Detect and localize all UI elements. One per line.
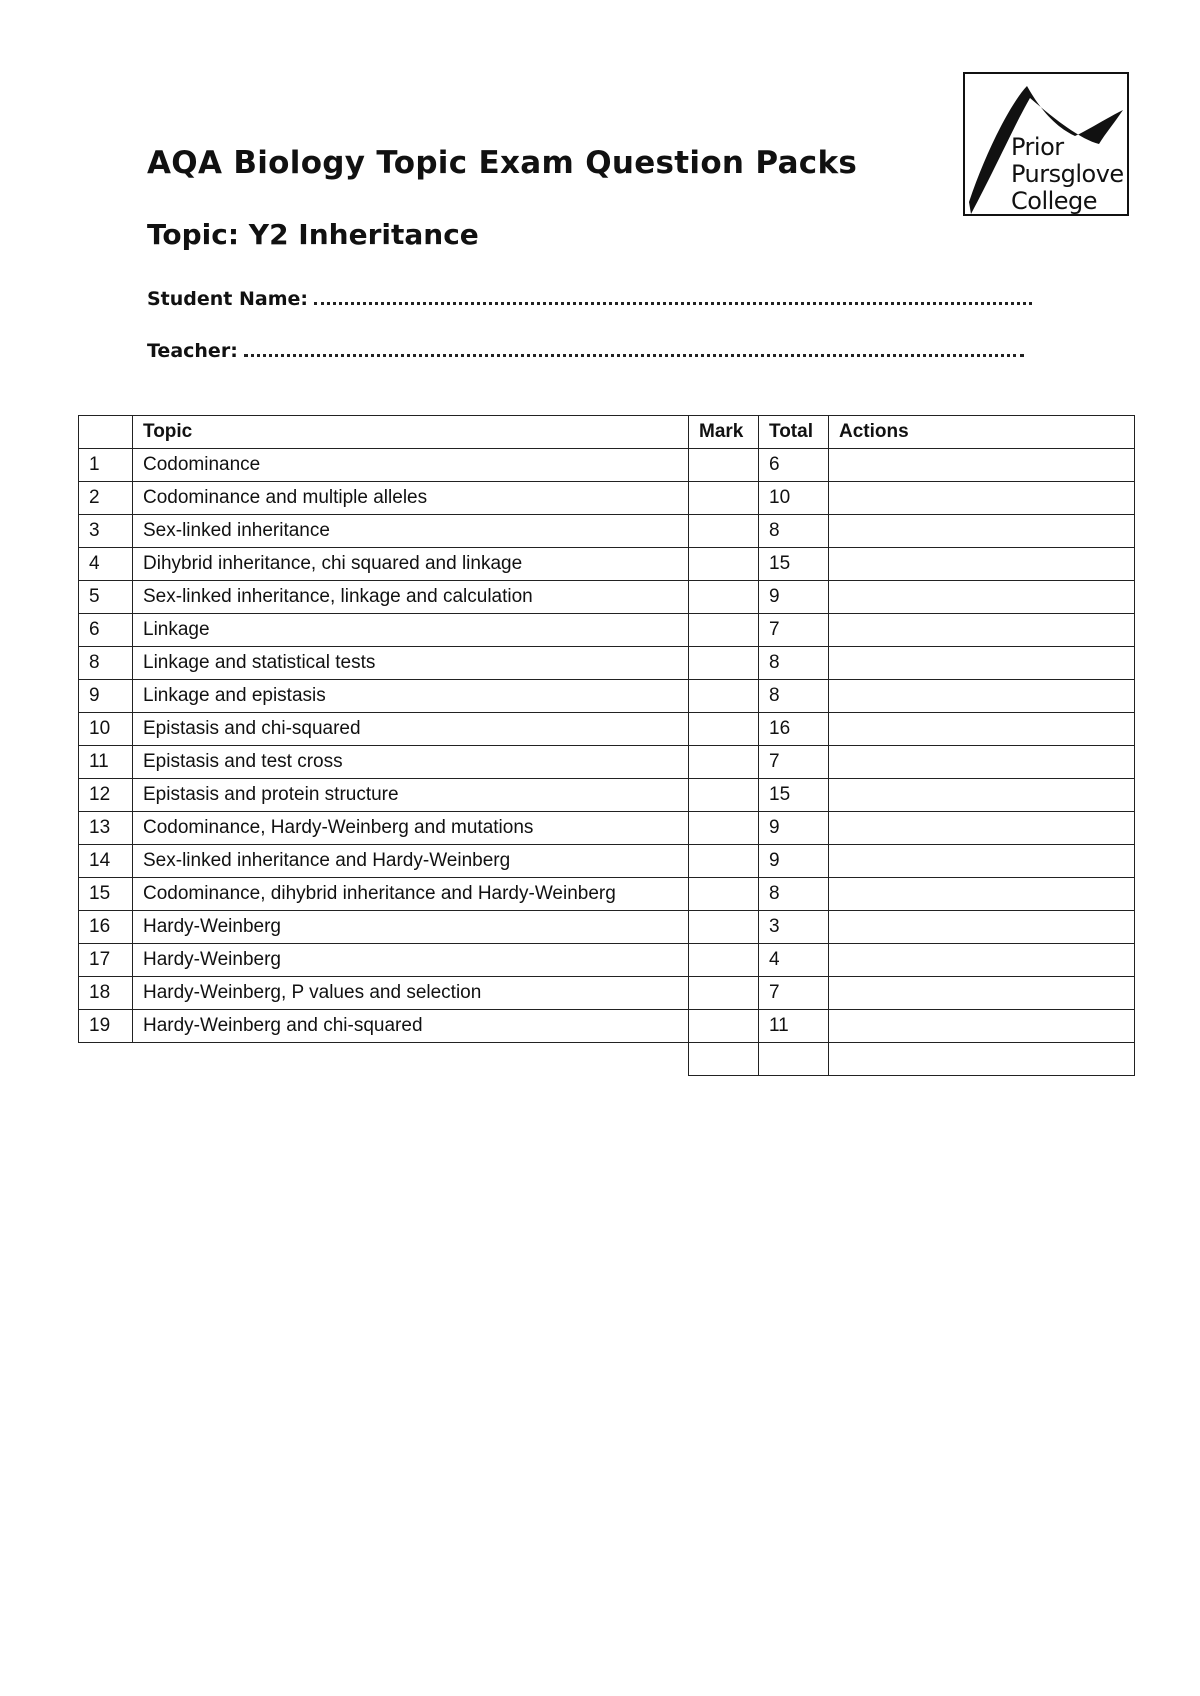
row-topic: Linkage: [133, 614, 689, 647]
teacher-line[interactable]: [244, 340, 1024, 357]
student-name-label: Student Name:: [147, 288, 309, 310]
college-logo: [963, 72, 1129, 216]
table-row: [79, 713, 1135, 746]
row-number: 8: [79, 647, 133, 680]
row-mark-cell[interactable]: [689, 581, 759, 614]
table-header-row: [79, 416, 1135, 449]
row-mark-cell[interactable]: [689, 845, 759, 878]
row-number: 19: [79, 1010, 133, 1043]
row-actions-cell[interactable]: [829, 944, 1135, 977]
row-mark-cell[interactable]: [689, 647, 759, 680]
row-topic: Dihybrid inheritance, chi squared and linkage: [133, 548, 689, 581]
row-actions-cell[interactable]: [829, 845, 1135, 878]
table-row: [79, 548, 1135, 581]
summary-actions-cell[interactable]: [829, 1043, 1135, 1076]
row-topic: Hardy-Weinberg: [133, 911, 689, 944]
row-total: 9: [759, 581, 829, 614]
table-row: [79, 482, 1135, 515]
row-number: 14: [79, 845, 133, 878]
row-actions-cell[interactable]: [829, 746, 1135, 779]
row-mark-cell[interactable]: [689, 449, 759, 482]
logo-line-college: College: [1011, 187, 1098, 215]
row-number: 9: [79, 680, 133, 713]
row-actions-cell[interactable]: [829, 812, 1135, 845]
row-mark-cell[interactable]: [689, 746, 759, 779]
row-topic: Hardy-Weinberg, P values and selection: [133, 977, 689, 1010]
row-topic: Epistasis and test cross: [133, 746, 689, 779]
row-actions-cell[interactable]: [829, 779, 1135, 812]
table-row: [79, 449, 1135, 482]
row-mark-cell[interactable]: [689, 713, 759, 746]
row-actions-cell[interactable]: [829, 548, 1135, 581]
table-row: [79, 845, 1135, 878]
table-row: [79, 944, 1135, 977]
row-total: 8: [759, 878, 829, 911]
row-total: 11: [759, 1010, 829, 1043]
summary-total-cell: [759, 1043, 829, 1076]
row-total: 6: [759, 449, 829, 482]
row-topic: Linkage and statistical tests: [133, 647, 689, 680]
row-mark-cell[interactable]: [689, 878, 759, 911]
table-row: [79, 1010, 1135, 1043]
row-number: 4: [79, 548, 133, 581]
row-mark-cell[interactable]: [689, 482, 759, 515]
row-number: 6: [79, 614, 133, 647]
row-number: 15: [79, 878, 133, 911]
student-name-line[interactable]: [314, 288, 1032, 305]
row-actions-cell[interactable]: [829, 614, 1135, 647]
row-total: 15: [759, 779, 829, 812]
table-row: [79, 878, 1135, 911]
row-number: 16: [79, 911, 133, 944]
row-number: 17: [79, 944, 133, 977]
row-total: 9: [759, 845, 829, 878]
table-row: [79, 911, 1135, 944]
table-row: [79, 746, 1135, 779]
row-total: 7: [759, 746, 829, 779]
header-actions: Actions: [829, 416, 1135, 449]
row-mark-cell[interactable]: [689, 911, 759, 944]
row-topic: Codominance, Hardy-Weinberg and mutations: [133, 812, 689, 845]
row-total: 9: [759, 812, 829, 845]
row-total: 16: [759, 713, 829, 746]
row-number: 5: [79, 581, 133, 614]
summary-blank-topic: [133, 1043, 689, 1076]
row-total: 4: [759, 944, 829, 977]
row-topic: Hardy-Weinberg and chi-squared: [133, 1010, 689, 1043]
row-total: 15: [759, 548, 829, 581]
teacher-field: [147, 340, 1024, 362]
logo-line-pursglove: Pursglove: [1011, 160, 1124, 188]
row-topic: Codominance and multiple alleles: [133, 482, 689, 515]
summary-blank-num: [79, 1043, 133, 1076]
row-topic: Sex-linked inheritance and Hardy-Weinberg: [133, 845, 689, 878]
row-total: 8: [759, 515, 829, 548]
summary-mark-cell[interactable]: [689, 1043, 759, 1076]
row-topic: Codominance: [133, 449, 689, 482]
row-actions-cell[interactable]: [829, 482, 1135, 515]
row-number: 12: [79, 779, 133, 812]
table-row: [79, 614, 1135, 647]
row-mark-cell[interactable]: [689, 779, 759, 812]
header-total: Total: [759, 416, 829, 449]
row-actions-cell[interactable]: [829, 680, 1135, 713]
table-row: [79, 581, 1135, 614]
row-topic: Codominance, dihybrid inheritance and Hardy-Weinberg: [133, 878, 689, 911]
row-topic: Epistasis and chi-squared: [133, 713, 689, 746]
topics-table: [78, 415, 1135, 1076]
row-total: 7: [759, 977, 829, 1010]
row-number: 3: [79, 515, 133, 548]
row-total: 8: [759, 680, 829, 713]
row-actions-cell[interactable]: [829, 977, 1135, 1010]
table-row: [79, 647, 1135, 680]
table-row: [79, 680, 1135, 713]
header-mark: Mark: [689, 416, 759, 449]
row-actions-cell[interactable]: [829, 515, 1135, 548]
table-row: [79, 515, 1135, 548]
row-topic: Sex-linked inheritance, linkage and calculation: [133, 581, 689, 614]
row-actions-cell[interactable]: [829, 449, 1135, 482]
row-total: 10: [759, 482, 829, 515]
table-body: [79, 449, 1135, 1043]
row-mark-cell[interactable]: [689, 680, 759, 713]
row-actions-cell[interactable]: [829, 911, 1135, 944]
row-total: 3: [759, 911, 829, 944]
row-actions-cell[interactable]: [829, 581, 1135, 614]
row-actions-cell[interactable]: [829, 1010, 1135, 1043]
row-topic: Epistasis and protein structure: [133, 779, 689, 812]
row-number: 13: [79, 812, 133, 845]
page-title: AQA Biology Topic Exam Question Packs: [147, 145, 858, 181]
topic-subtitle: Topic: Y2 Inheritance: [147, 218, 479, 251]
table-row: [79, 779, 1135, 812]
row-topic: Hardy-Weinberg: [133, 944, 689, 977]
table-row: [79, 977, 1135, 1010]
teacher-label: Teacher:: [147, 340, 238, 362]
row-mark-cell[interactable]: [689, 1010, 759, 1043]
row-mark-cell[interactable]: [689, 614, 759, 647]
row-number: 18: [79, 977, 133, 1010]
student-name-field: [147, 288, 1032, 310]
row-topic: Sex-linked inheritance: [133, 515, 689, 548]
row-number: 11: [79, 746, 133, 779]
row-total: 7: [759, 614, 829, 647]
row-number: 10: [79, 713, 133, 746]
row-actions-cell[interactable]: [829, 878, 1135, 911]
header-topic: Topic: [133, 416, 689, 449]
row-number: 2: [79, 482, 133, 515]
row-actions-cell[interactable]: [829, 713, 1135, 746]
row-mark-cell[interactable]: [689, 812, 759, 845]
row-mark-cell[interactable]: [689, 977, 759, 1010]
row-mark-cell[interactable]: [689, 548, 759, 581]
row-actions-cell[interactable]: [829, 647, 1135, 680]
row-total: 8: [759, 647, 829, 680]
logo-line-prior: Prior: [1011, 133, 1064, 161]
row-number: 1: [79, 449, 133, 482]
row-mark-cell[interactable]: [689, 944, 759, 977]
row-topic: Linkage and epistasis: [133, 680, 689, 713]
row-mark-cell[interactable]: [689, 515, 759, 548]
table-row: [79, 812, 1135, 845]
header-num: [79, 416, 133, 449]
summary-row: [79, 1043, 1135, 1076]
